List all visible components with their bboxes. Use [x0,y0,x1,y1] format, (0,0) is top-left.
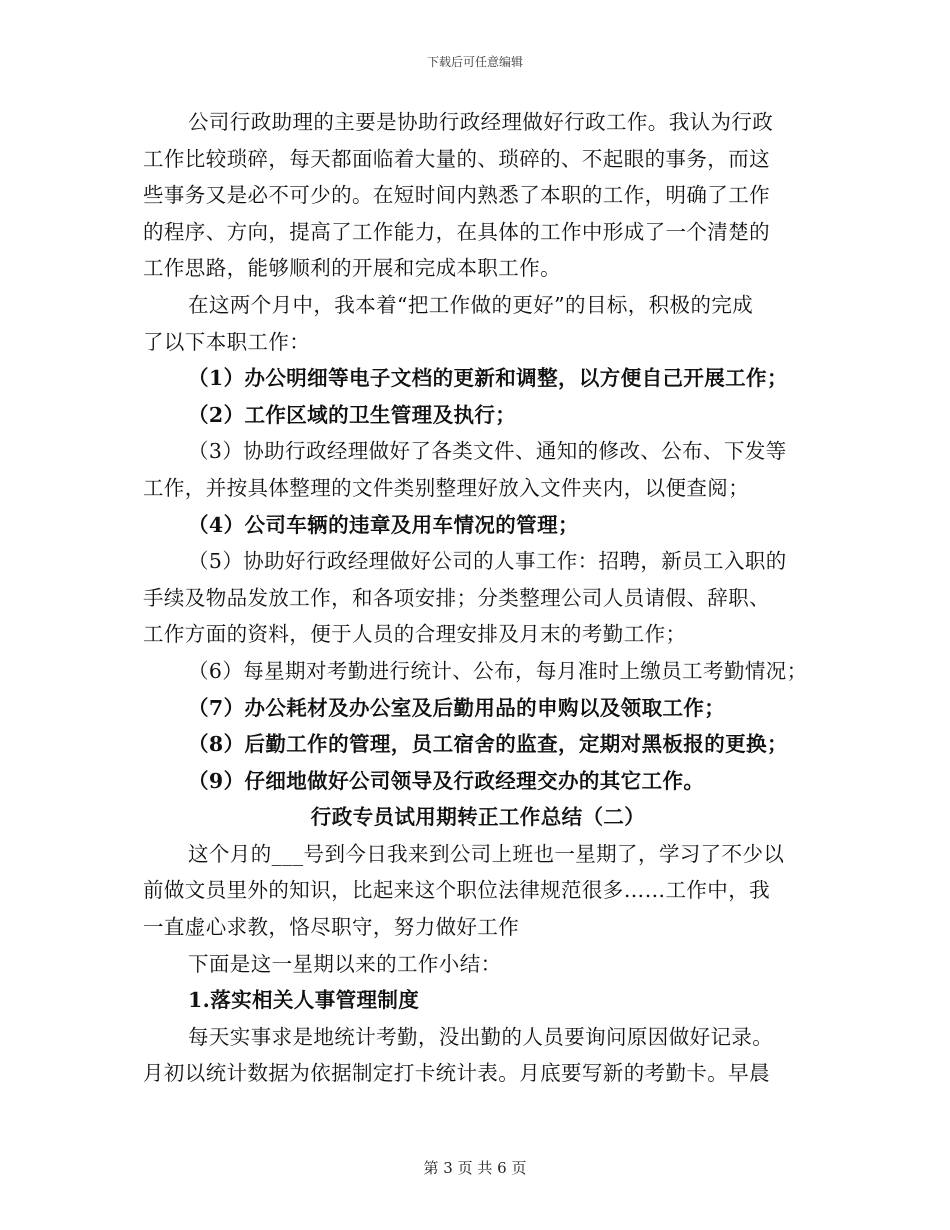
list-item: （2）工作区域的卫生管理及执行； [188,402,517,427]
paragraph-line: 月初以统计数据为依据制定打卡统计表。月底要写新的考勤卡。早晨 [143,1061,770,1086]
list-item-continuation: 工作，并按具体整理的文件类别整理好放入文件夹内，以便查阅； [143,475,750,500]
list-item: （6）每星期对考勤进行统计、公布，每月准时上缴员工考勤情况； [188,658,808,683]
paragraph-line: 在这两个月中，我本着“把工作做的更好”的目标，积极的完成 [188,292,754,317]
paragraph-line: 这个月的___号到今日我来到公司上班也一星期了，学习了不少以 [188,841,785,866]
paragraph-line: 下面是这一星期以来的工作小结： [188,951,502,976]
page-number: 第 3 页 共 6 页 [423,1159,527,1177]
list-item: （3）协助行政经理做好了各类文件、通知的修改、公布、下发等 [188,439,787,464]
list-item: （5）协助好行政经理做好公司的人事工作：招聘，新员工入职的 [188,549,787,574]
paragraph-line: 公司行政助理的主要是协助行政经理做好行政工作。我认为行政 [188,110,774,134]
paragraph-line: 工作思路，能够顺利的开展和完成本职工作。 [143,256,561,281]
paragraph-line: 每天实事求是地统计考勤，没出勤的人员要询问原因做好记录。 [188,1024,774,1049]
paragraph-line: 些事务又是必不可少的。在短时间内熟悉了本职的工作，明确了工作 [143,183,770,208]
paragraph-line: 的程序、方向，提高了工作能力，在具体的工作中形成了一个清楚的 [143,219,770,244]
header-note: 下载后可任意编辑 [426,55,523,69]
section-title: 行政专员试用期转正工作总结（二） [310,805,646,830]
subheading: 1.落实相关人事管理制度 [188,988,420,1013]
list-item: （7）办公耗材及办公室及后勤用品的申购以及领取工作； [188,695,726,720]
list-item: （8）后勤工作的管理，员工宿舍的监查，定期对黑板报的更换； [188,732,788,757]
document-body [143,104,813,1092]
paragraph-line: 了以下本职工作： [143,329,311,354]
paragraph-line: 一直虚心求教，恪尽职守，努力做好工作 [143,915,520,940]
list-item: （4）公司车辆的违章及用车情况的管理； [188,512,579,537]
list-item-continuation: 工作方面的资料，便于人员的合理安排及月末的考勤工作； [143,622,687,647]
list-item: （1）办公明细等电子文档的更新和调整，以方便自己开展工作； [188,366,788,391]
list-item: （9）仔细地做好公司领导及行政经理交办的其它工作。 [188,768,705,793]
paragraph-line: 工作比较琐碎，每天都面临着大量的、琐碎的、不起眼的事务，而这 [143,146,770,171]
list-item-continuation: 手续及物品发放工作，和各项安排；分类整理公司人员请假、辞职、 [143,585,770,610]
paragraph-line: 前做文员里外的知识，比起来这个职位法律规范很多……工作中，我 [143,878,770,903]
